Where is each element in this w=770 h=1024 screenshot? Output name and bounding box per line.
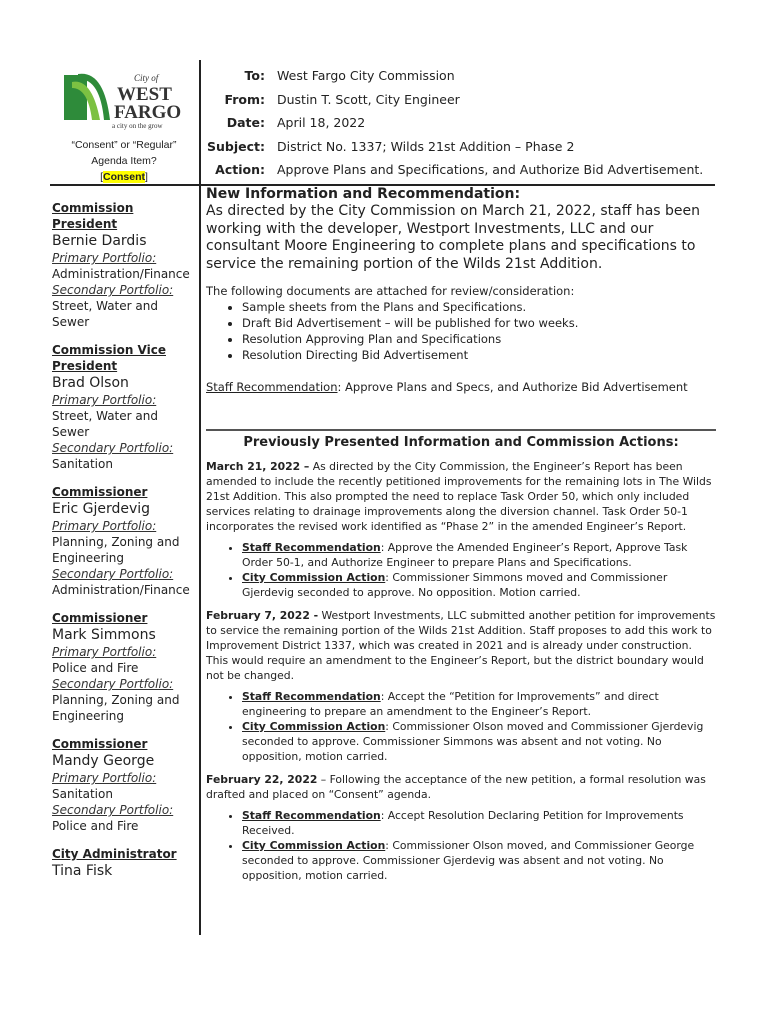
portfolio-label: Secondary Portfolio: [52,803,174,817]
divider [206,429,716,431]
bullet-text: : Approve the Amended Engineer’s Report, Approve Task Order 50-1, and Authorize Engineer to prepare Plans and Specifications. [242,541,688,569]
bullet-text: : Commissioner Olson moved and Commissioner Gjerdevig seconded to approve. Commissioner Simmons was absent and not voting. No opposition, motion carried. [242,720,704,763]
commissioner-entry [52,846,198,880]
role: Commission President [52,201,134,231]
bracket: [ [100,171,103,183]
bullet-text: : Commissioner Simmons moved and Commissioner Gjerdevig seconded to approve. No opposition. Motion carried. [242,571,668,599]
secondary-portfolio: Administration/Finance [52,583,190,597]
portfolio-label: Primary Portfolio: [52,251,157,265]
docs-list [206,299,716,363]
header-row [205,135,703,159]
member-name: Tina Fisk [52,863,113,879]
svg-text:FARGO: FARGO [114,102,182,123]
staff-rec-item [242,808,716,838]
divider-horizontal [50,184,200,186]
entry-date: February 7, 2022 - [206,609,319,622]
entry-text: – Following the acceptance of the new petition, a formal resolution was drafted and placed on “Consent” agenda. [206,773,706,801]
header-key: Date: [226,115,265,131]
role: Commissioner [52,737,148,751]
bracket: ] [145,171,148,183]
history-entry [206,772,716,883]
portfolio-label: Primary Portfolio: [52,771,157,785]
bullet-label: Staff Recommendation [242,690,381,703]
commissioner-entry [52,342,198,472]
staff-rec-item [242,689,716,719]
member-name: Mandy George [52,753,155,769]
commissioner-entry [52,200,198,330]
header-row [205,158,703,182]
doc-item: • Sample sheets from the Plans and Specifications. [242,299,716,315]
bullet-text: : Accept Resolution Declaring Petition for Improvements Received. [242,809,684,837]
commission-action-item [242,570,716,600]
history-entry [206,608,716,764]
portfolio-label: Secondary Portfolio: [52,441,174,455]
divider-vertical [199,60,201,935]
header-value: West Fargo City Commission [277,68,455,84]
entries [206,459,716,883]
commission-action-item [242,838,716,883]
section-heading: New Information and Recommendation: [206,186,521,202]
entry-text: Westport Investments, LLC submitted another petition for improvements to service the remaining portion of the Wilds 21st Addition. Staff proposes to add this work to Improvement District 1337, which was created in 2021 and is already under construction. This would require an amendment to the Engineer’s Report, but the district boundary would not be changed. [206,609,716,682]
entry-text: As directed by the City Commission, the Engineer’s Report has been amended to include the recently petitioned improvements for the remaining lots in The Wilds 21st Addition. This also prompted the need to replace Task Order 50, which only included services relating to drainage improvements along the diversion channel. Task Order 50-1 incorporates the revised work identified as “Phase 2” in the amended Engineer’s Report. [206,460,712,533]
primary-portfolio: Police and Fire [52,661,139,675]
primary-portfolio: Sanitation [52,787,113,801]
docs-intro: The following documents are attached for review/consideration: [206,284,575,298]
header-row [205,111,703,135]
bullet-label: City Commission Action [242,571,386,584]
portfolio-label: Secondary Portfolio: [52,677,174,691]
agenda-question: “Consent” or “Regular” [71,139,177,151]
primary-portfolio: Administration/Finance [52,267,190,281]
bullet-label: Staff Recommendation [242,541,381,554]
header-row [205,88,703,112]
member-name: Bernie Dardis [52,233,147,249]
staff-rec-item [242,540,716,570]
bullet-label: Staff Recommendation [242,809,381,822]
header-key: To: [244,68,265,84]
commissioner-entry [52,736,198,834]
commission-sidebar [52,200,198,880]
bullet-text: : Accept the “Petition for Improvements” and direct engineering to prepare an amendment to the Engineer’s Report. [242,690,659,718]
agenda-question-2: Agenda Item? [91,155,157,167]
header-row [205,64,703,88]
portfolio-label: Secondary Portfolio: [52,283,174,297]
doc-item: • Resolution Approving Plan and Specifications [242,331,716,347]
role: Commission Vice President [52,343,166,373]
member-name: Eric Gjerdevig [52,501,151,517]
svg-text:City of: City of [134,73,159,83]
agenda-type [50,137,198,185]
entry-date: March 21, 2022 – [206,460,310,473]
primary-portfolio: Street, Water and Sewer [52,409,158,439]
role: Commissioner [52,485,148,499]
commissioner-entry [52,610,198,724]
member-name: Brad Olson [52,375,129,391]
secondary-portfolio: Planning, Zoning and Engineering [52,693,180,723]
header-value: District No. 1337; Wilds 21st Addition – Phase 2 [277,138,575,154]
entry-date: February 22, 2022 [206,773,318,786]
history-entry [206,459,716,600]
staff-recommendation [206,379,716,419]
header-value: Approve Plans and Specifications, and Authorize Bid Advertisement. [277,162,704,178]
header-key: Subject: [207,138,265,154]
main-content [206,185,716,891]
doc-item: • Draft Bid Advertisement – will be published for two weeks. [242,315,716,331]
lead-paragraph: As directed by the City Commission on March 21, 2022, staff has been working with the developer, Westport Investments, LLC and our consultant Moore Engineering to complete plans and specifications to service the remaining portion of the Wilds 21st Addition. [206,203,701,272]
header-key: Action: [215,162,265,178]
bullet-text: : Commissioner Olson moved, and Commissioner George seconded to approve. Commissioner Gjerdevig was absent and not voting. No opposition, motion carried. [242,839,695,882]
portfolio-label: Primary Portfolio: [52,393,157,407]
role: Commissioner [52,611,148,625]
commission-action-item [242,719,716,764]
rec-label: Staff Recommendation [206,380,338,394]
bullet-label: City Commission Action [242,720,386,733]
member-name: Mark Simmons [52,627,156,643]
doc-item: • Resolution Directing Bid Advertisement [242,347,716,363]
portfolio-label: Primary Portfolio: [52,519,157,533]
header-value: April 18, 2022 [277,115,366,131]
header-value: Dustin T. Scott, City Engineer [277,91,460,107]
commissioner-entry [52,484,198,598]
portfolio-label: Secondary Portfolio: [52,567,174,581]
role: City Administrator [52,847,177,861]
agenda-value: Consent [103,171,145,183]
west-fargo-logo [62,70,187,130]
secondary-portfolio: Police and Fire [52,819,139,833]
portfolio-label: Primary Portfolio: [52,645,157,659]
svg-text:WEST: WEST [117,84,172,105]
primary-portfolio: Planning, Zoning and Engineering [52,535,180,565]
memo-header [205,64,703,182]
previous-heading: Previously Presented Information and Commission Actions: [243,435,679,450]
secondary-portfolio: Sanitation [52,457,113,471]
rec-text: : Approve Plans and Specs, and Authorize Bid Advertisement [337,380,688,394]
svg-text:a city on the grow: a city on the grow [112,122,163,130]
secondary-portfolio: Street, Water and Sewer [52,299,158,329]
bullet-label: City Commission Action [242,839,386,852]
header-key: From: [224,91,265,107]
